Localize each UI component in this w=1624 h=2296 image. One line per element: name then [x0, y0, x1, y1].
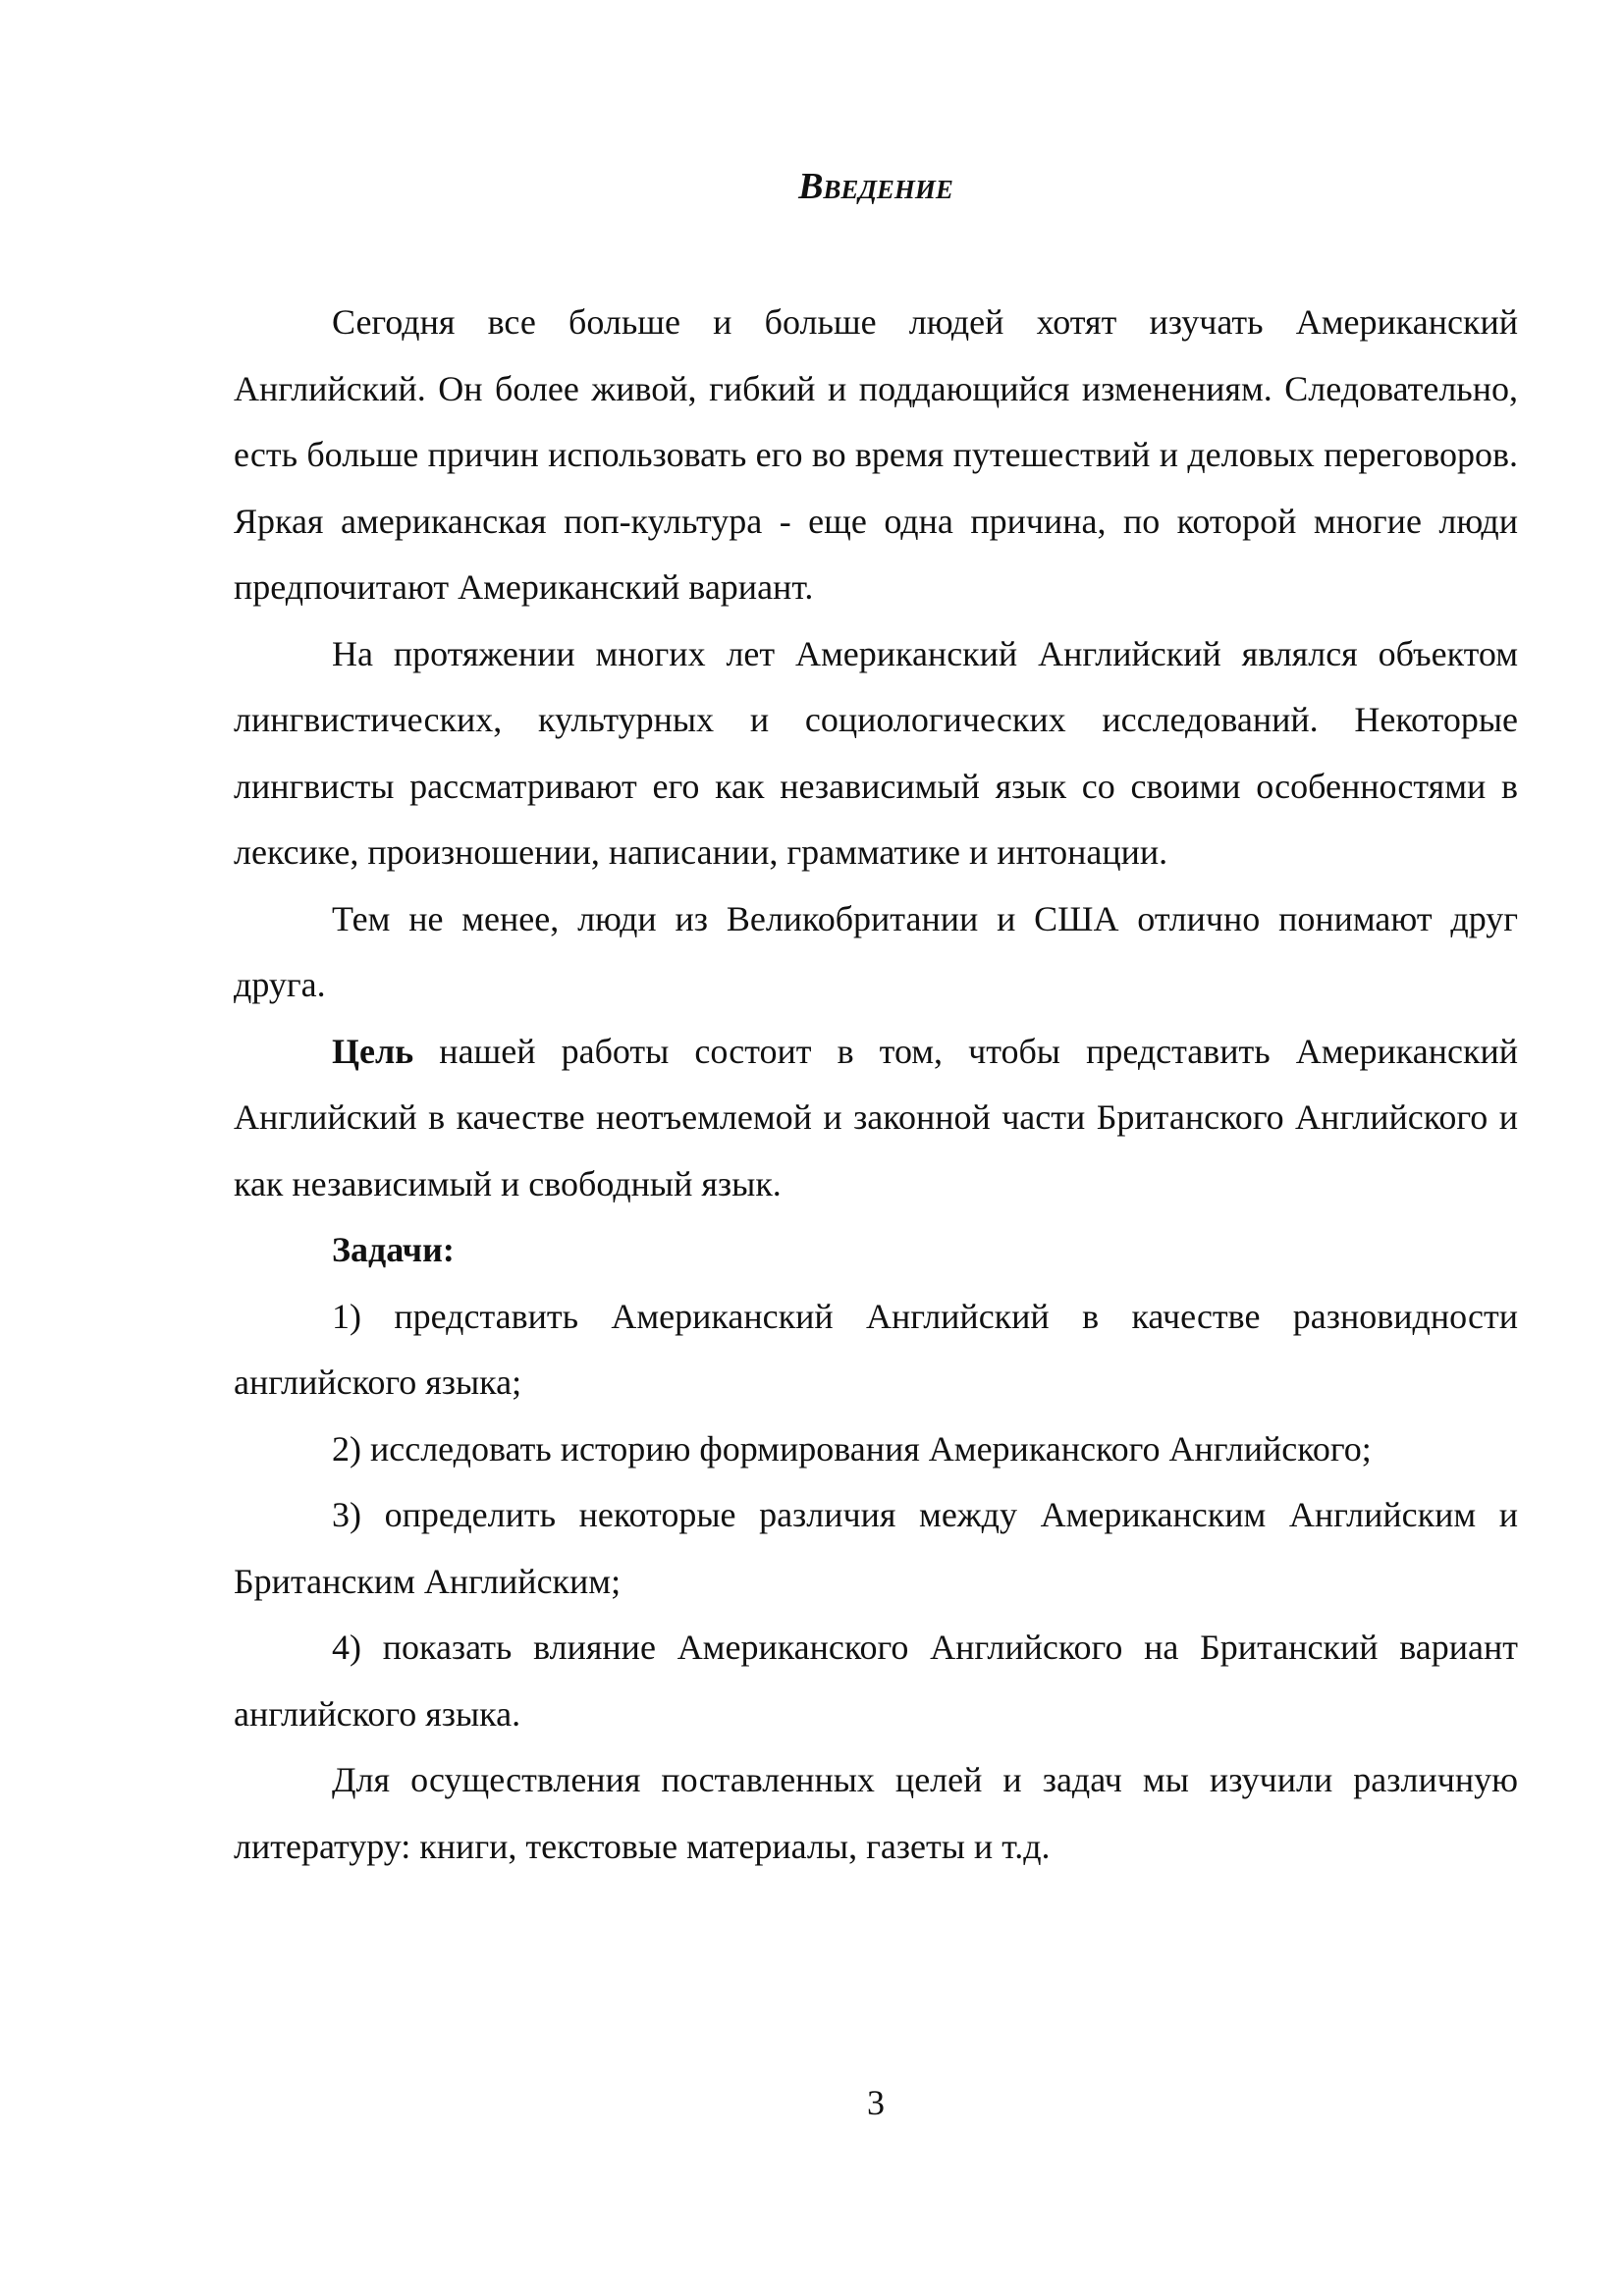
paragraph-goal	[234, 1019, 1518, 1218]
tasks-heading: Задачи:	[332, 1230, 455, 1269]
task-item-1: 1) представить Американский Английский в качестве разновидности английского языка;	[234, 1296, 1518, 1402]
goal-lead: Цель	[332, 1031, 414, 1071]
section-title: Введение	[798, 166, 953, 207]
goal-text: нашей работы состоит в том, чтобы представить Американский Английский в качестве неотъемлемой и законной части Британского Английского и как независимый и свободный язык.	[234, 1031, 1518, 1203]
paragraph-methods: Для осуществления поставленных целей и задач мы изучили различную литературу: книги, текстовые материалы, газеты и т.д.	[234, 1760, 1518, 1866]
task-item-4: 4) показать влияние Американского Английского на Британский вариант английского языка.	[234, 1628, 1518, 1734]
paragraph-understanding: Тем не менее, люди из Великобритании и США отлично понимают друг друга.	[234, 898, 1518, 1004]
task-item-2: 2) исследовать историю формирования Американского Английского;	[332, 1428, 1372, 1468]
document-page	[234, 0, 1518, 2296]
page-number: 3	[867, 2083, 885, 2122]
paragraph-intro: Сегодня все больше и больше людей хотят изучать Американский Английский. Он более живой, гибкий и поддающийся изменениям. Следовательно, есть больше причин использовать его во время путешествий и деловых переговоров. Яркая американская поп-культура - еще одна причина, по которой многие люди предпочитают Американский вариант.	[234, 302, 1518, 607]
body-text	[234, 290, 1518, 1880]
task-item-3: 3) определить некоторые различия между Американским Английским и Британским Английским;	[234, 1495, 1518, 1601]
paragraph-research: На протяжении многих лет Американский Английский являлся объектом лингвистических, культурных и социологических исследований. Некоторые лингвисты рассматривают его как независимый язык со своими особенностями в лексике, произношении, написании, грамматике и интонации.	[234, 633, 1518, 872]
